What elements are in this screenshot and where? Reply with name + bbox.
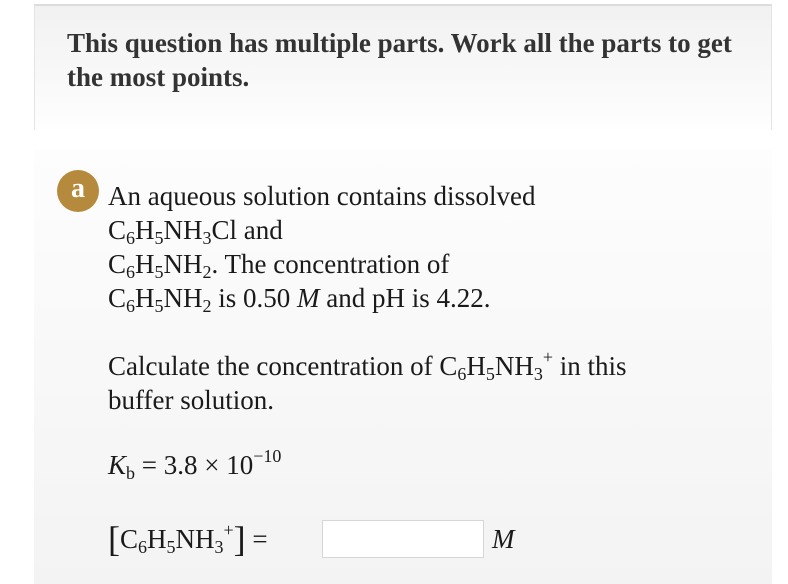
formula-part: 5 (485, 364, 495, 384)
formula-part: + (223, 520, 234, 540)
formula-part: 2 (202, 296, 212, 316)
instructions-text: This question has multiple parts. Work all the parts to get the most points. (67, 28, 732, 92)
prompt-line-2: buffer solution. (108, 385, 274, 415)
formula-part: NH (163, 283, 203, 313)
formula-part: H (135, 283, 155, 313)
formula-part: = (245, 524, 275, 554)
concentration-line (108, 281, 491, 315)
formula-part: b (126, 463, 136, 483)
formula-part: ] (233, 519, 246, 559)
formula-part: NH (163, 215, 203, 245)
formula-part: 5 (154, 228, 164, 248)
intro-line (108, 179, 535, 213)
formula-part: C (108, 283, 127, 313)
formula-part: NH (163, 249, 203, 279)
formula-part: 5 (166, 537, 176, 557)
formula-part: [ (108, 519, 120, 559)
formula-part: 3 (202, 228, 212, 248)
intro-text: An aqueous solution contains dissolved (108, 181, 536, 211)
formula-part: . The concentration of (211, 249, 450, 279)
prompt-line (108, 349, 627, 383)
formula-part: in this (553, 351, 627, 381)
formula-part: 3 (533, 364, 543, 384)
formula-part: NH (494, 351, 534, 381)
formula-part: C (120, 524, 139, 554)
formula-part: 6 (126, 228, 136, 248)
formula-part: and pH is 4.22. (319, 283, 491, 313)
formula-part: 5 (154, 296, 164, 316)
part-badge: a (57, 170, 99, 212)
kb-value (108, 448, 281, 482)
formula-part: and (237, 215, 283, 245)
instructions-banner (34, 4, 772, 130)
formula-part: Calculate the concentration of (108, 351, 440, 381)
formula-part: 6 (138, 537, 148, 557)
formula-part: + (542, 347, 554, 367)
formula-part: NH (175, 524, 215, 554)
formula-part: M (297, 283, 320, 313)
answer-label (108, 519, 275, 559)
formula-part: H (466, 351, 486, 381)
formula-part: 3 (214, 537, 224, 557)
formula-part: C (108, 215, 127, 245)
formula-part: H (135, 249, 155, 279)
formula-part: 6 (457, 364, 467, 384)
formula-part: is 0.50 (211, 283, 298, 313)
formula-part: C (108, 249, 127, 279)
formula-part: 2 (202, 262, 212, 282)
formula-part: 6 (126, 262, 136, 282)
formula-part: K (108, 450, 127, 480)
salt-formula-line (108, 213, 283, 247)
formula-part: Cl (211, 215, 238, 245)
answer-unit: M (492, 524, 515, 554)
formula-part: 6 (126, 296, 136, 316)
formula-part: C (439, 351, 458, 381)
base-formula-line (108, 247, 449, 281)
concentration-answer-input[interactable] (322, 520, 484, 558)
formula-part: H (147, 524, 167, 554)
formula-part: H (135, 215, 155, 245)
formula-part: 5 (154, 262, 164, 282)
formula-part: −10 (253, 446, 282, 466)
formula-part: = 3.8 × 10 (135, 450, 254, 480)
